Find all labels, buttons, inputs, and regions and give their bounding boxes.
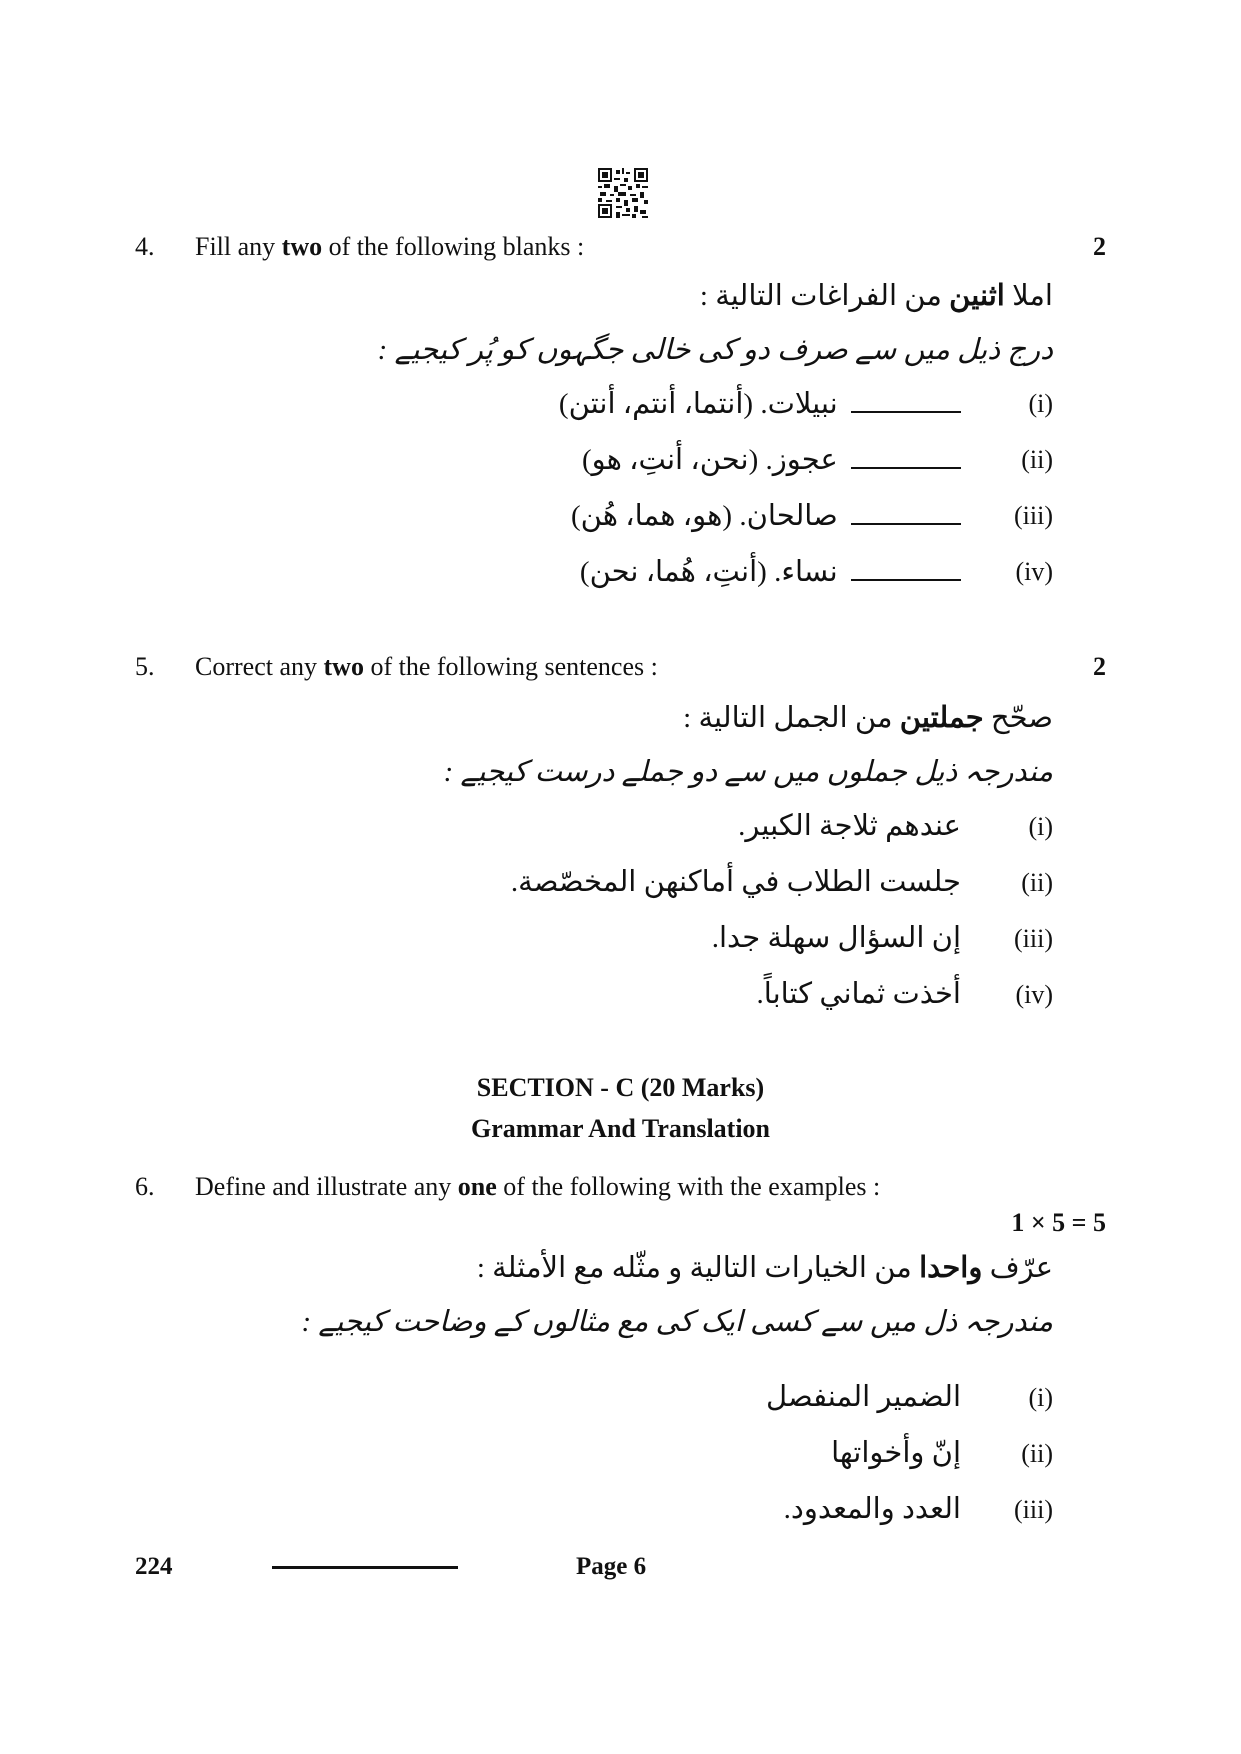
option-number: (i)	[1028, 1383, 1053, 1412]
option-text: الضمير المنفصل	[766, 1381, 961, 1413]
question-marks: 2	[1093, 652, 1106, 681]
option-number: (iii)	[1014, 501, 1053, 530]
option-text: إنّ وأخواتها	[831, 1437, 961, 1469]
option-number: (iii)	[1014, 1495, 1053, 1524]
option-number: (ii)	[1021, 1439, 1053, 1468]
page-number: Page 6	[576, 1553, 647, 1580]
arabic-instruction: صحّح جملتين من الجمل التالية :	[683, 702, 1053, 734]
blank-line	[851, 523, 961, 525]
option-text: عجوز. (نحن، أنتِ، هو)	[582, 442, 961, 477]
option-text: جلست الطلاب في أماكنهن المخصّصة.	[510, 866, 961, 898]
option-number: (iv)	[1015, 557, 1053, 586]
question-text: Define and illustrate any one of the following with the examples :	[195, 1172, 881, 1201]
question-text: Correct any two of the following sentences :	[195, 652, 658, 681]
blank-line	[851, 467, 961, 469]
option-number: (iii)	[1014, 924, 1053, 953]
option-number: (iv)	[1015, 980, 1053, 1009]
option-number: (i)	[1028, 389, 1053, 418]
arabic-instruction: املا اثنين من الفراغات التالية :	[699, 280, 1053, 312]
qr-code	[598, 168, 648, 218]
question-number: 4.	[135, 232, 155, 261]
option-text: صالحان. (هو، هما، هُن)	[571, 498, 961, 533]
urdu-instruction: مندرجہ ذیل جملوں میں سے دو جملے درست کیجیے :	[443, 756, 1053, 788]
arabic-instruction: عرّف واحدا من الخيارات التالية و مثّله مع الأمثلة :	[476, 1252, 1053, 1284]
urdu-instruction: درج ذیل میں سے صرف دو کی خالی جگہوں کو پُر کیجیے :	[377, 334, 1053, 366]
question-marks: 2	[1093, 232, 1106, 261]
option-text: نبيلات. (أنتما، أنتم، أنتن)	[559, 386, 961, 421]
question-number: 5.	[135, 652, 155, 681]
question-marks: 1 × 5 = 5	[1011, 1208, 1106, 1237]
option-text: أخذت ثماني كتاباً.	[756, 978, 961, 1010]
option-number: (ii)	[1021, 868, 1053, 897]
option-text: عندهم ثلاجة الكبير.	[738, 810, 961, 842]
section-title: SECTION - C (20 Marks)	[476, 1073, 765, 1102]
urdu-instruction: مندرجہ ذل میں سے کسی ایک کی مع مثالوں کے وضاحت کیجیے :	[301, 1306, 1053, 1338]
footer-rule	[272, 1566, 458, 1569]
question-number: 6.	[135, 1172, 155, 1201]
paper-code: 224	[135, 1553, 173, 1580]
question-text: Fill any two of the following blanks :	[195, 232, 585, 261]
option-text: العدد والمعدود.	[783, 1493, 961, 1525]
option-text: نساء. (أنتِ، هُما، نحن)	[580, 554, 961, 589]
option-number: (ii)	[1021, 445, 1053, 474]
section-subtitle: Grammar And Translation	[470, 1114, 771, 1143]
blank-line	[851, 579, 961, 581]
blank-line	[851, 411, 961, 413]
option-number: (i)	[1028, 812, 1053, 841]
option-text: إن السؤال سهلة جدا.	[711, 922, 961, 954]
